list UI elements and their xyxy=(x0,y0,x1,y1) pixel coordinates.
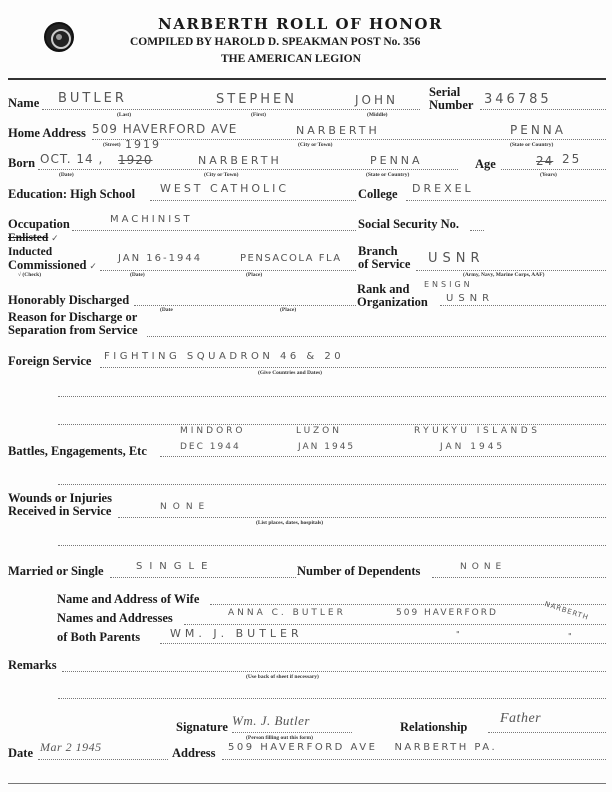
college-line xyxy=(406,200,606,201)
branch-sublabel: (Army, Navy, Marine Corps, AAF) xyxy=(463,272,545,278)
discharge-date-sublabel: (Date xyxy=(160,307,173,313)
inducted-label: Inducted xyxy=(8,246,53,258)
reason-line xyxy=(147,336,606,337)
footer-rule xyxy=(8,783,606,784)
discharge-place-sublabel: (Place) xyxy=(280,307,297,313)
occupation-line xyxy=(72,230,356,231)
commission-line xyxy=(100,270,356,271)
home-address-line xyxy=(92,139,606,140)
parents-line-1 xyxy=(184,624,606,625)
education-high-school-label: Education: High School xyxy=(8,187,136,201)
relationship-value[interactable]: Father xyxy=(500,711,542,726)
commission-date-sublabel: (Date) xyxy=(130,272,145,278)
age-line xyxy=(501,169,606,170)
battles-line-2 xyxy=(58,484,606,485)
battle-date-3[interactable]: JAN 1945 xyxy=(440,442,506,452)
remarks-line-2 xyxy=(58,698,606,699)
mother-city-value[interactable]: NARBERTH xyxy=(543,600,590,622)
born-date-value[interactable]: OCT. 14 , xyxy=(40,152,104,166)
branch-of-service-label: Branch of Service xyxy=(358,244,411,271)
header-rule xyxy=(8,78,606,80)
ditto-mark-1: " xyxy=(456,630,460,639)
commissioned-check-mark[interactable]: ✓ xyxy=(89,262,97,272)
battles-label: Battles, Engagements, Etc xyxy=(8,444,147,458)
wounds-line-2 xyxy=(58,545,606,546)
parents-label-1: Names and Addresses xyxy=(57,611,173,625)
born-city-value[interactable]: NARBERTH xyxy=(198,154,282,167)
father-name-value[interactable]: WM. J. BUTLER xyxy=(170,627,303,640)
born-state-sublabel: (State or Country) xyxy=(366,172,410,178)
date-value[interactable]: Mar 2 1945 xyxy=(40,740,102,754)
name-middle-sublabel: (Middle) xyxy=(367,112,388,118)
mother-name-value[interactable]: ANNA C. BUTLER xyxy=(228,608,346,618)
remarks-label: Remarks xyxy=(8,658,57,672)
date-label: Date xyxy=(8,746,33,760)
commissioned-label: Commissioned xyxy=(8,258,87,272)
foreign-service-line-3 xyxy=(58,424,606,425)
parents-label-2: of Both Parents xyxy=(57,630,141,644)
name-first-value[interactable]: STEPHEN xyxy=(216,92,297,107)
relationship-label: Relationship xyxy=(400,720,468,734)
battles-line xyxy=(160,456,606,457)
marital-line xyxy=(110,577,296,578)
ditto-mark-2: " xyxy=(568,632,572,641)
college-label: College xyxy=(358,187,398,201)
wounds-value[interactable]: NONE xyxy=(160,502,211,512)
foreign-service-line-2 xyxy=(58,396,606,397)
occupation-label: Occupation xyxy=(8,217,70,231)
age-label: Age xyxy=(475,157,496,171)
rank-line xyxy=(440,305,606,306)
born-state-value[interactable]: PENNA xyxy=(370,154,423,167)
name-last-sublabel: (Last) xyxy=(117,112,132,118)
branch-value[interactable]: USNR xyxy=(428,251,485,266)
signature-line xyxy=(232,732,352,733)
marital-value[interactable]: SINGLE xyxy=(136,561,215,572)
enlisted-check-mark[interactable]: ✓ xyxy=(51,234,59,244)
commission-place-value[interactable]: PENSACOLA FLA xyxy=(240,253,342,264)
form-organization: THE AMERICAN LEGION xyxy=(221,53,361,65)
occupation-value[interactable]: MACHINIST xyxy=(110,214,193,225)
foreign-service-sublabel: (Give Countries and Dates) xyxy=(258,370,323,376)
signature-label: Signature xyxy=(176,720,228,734)
born-year-struck: 1920 xyxy=(118,153,153,167)
age-value-struck: 24 xyxy=(536,154,554,168)
serial-number-value[interactable]: 346785 xyxy=(484,92,552,107)
rank-organization-label: Rank and Organization xyxy=(357,282,428,309)
age-value[interactable]: 25 xyxy=(562,152,582,166)
wounds-sublabel: (List places, dates, hospitals) xyxy=(256,520,324,526)
born-line xyxy=(38,169,458,170)
battle-place-3[interactable]: RYUKYU ISLANDS xyxy=(414,426,541,436)
signature-sublabel: (Person filling out this form) xyxy=(246,735,313,741)
wife-label: Name and Address of Wife xyxy=(57,592,200,606)
dependents-value[interactable]: NONE xyxy=(460,562,507,572)
battle-place-1[interactable]: MINDORO xyxy=(180,426,246,436)
discharge-line xyxy=(134,305,356,306)
remarks-line xyxy=(62,671,606,672)
born-city-sublabel: (City or Town) xyxy=(204,172,239,178)
born-year-corrected[interactable]: 1919 xyxy=(125,138,161,151)
battle-date-2[interactable]: JAN 1945 xyxy=(298,442,356,452)
home-city-value[interactable]: NARBERTH xyxy=(296,124,380,137)
honorably-discharged-label: Honorably Discharged xyxy=(8,293,130,307)
relationship-line xyxy=(488,732,606,733)
form-subtitle: COMPILED BY HAROLD D. SPEAKMAN POST No. 356 xyxy=(130,36,421,48)
address-line xyxy=(222,759,606,760)
married-or-single-label: Married or Single xyxy=(8,564,104,578)
battle-date-1[interactable]: DEC 1944 xyxy=(180,442,241,452)
dependents-line xyxy=(432,577,606,578)
home-street-value[interactable]: 509 HAVERFORD AVE xyxy=(92,122,238,136)
home-state-value[interactable]: PENNA xyxy=(510,123,566,137)
entry-type-labels xyxy=(8,232,97,274)
name-label: Name xyxy=(8,96,40,110)
name-middle-value[interactable]: JOHN xyxy=(355,93,398,107)
born-date-sublabel: (Date) xyxy=(59,172,74,178)
date-line xyxy=(38,759,168,760)
commission-date-value[interactable]: JAN 16-1944 xyxy=(118,253,203,264)
college-value[interactable]: DREXEL xyxy=(412,182,474,195)
serial-number-label: Serial Number xyxy=(429,85,474,112)
mother-address-value[interactable]: 509 HAVERFORD xyxy=(396,608,498,618)
foreign-service-line xyxy=(100,367,606,368)
reason-for-discharge-label: Reason for Discharge or Separation from Service xyxy=(8,310,138,337)
enlisted-label: Enlisted xyxy=(8,232,49,244)
home-street-sublabel: (Street) xyxy=(103,142,121,148)
remarks-sublabel: (Use back of sheet if necessary) xyxy=(246,674,319,680)
home-city-sublabel: (City or Town) xyxy=(298,142,333,148)
signature-value[interactable]: Wm. J. Butler xyxy=(232,713,310,728)
home-state-sublabel: (State or Country) xyxy=(510,142,554,148)
home-address-label: Home Address xyxy=(8,126,86,140)
american-legion-emblem-icon xyxy=(44,22,74,52)
born-label: Born xyxy=(8,156,36,170)
high-school-line xyxy=(150,200,356,201)
rank-value[interactable]: ENSIGN xyxy=(424,280,473,289)
wounds-line xyxy=(118,517,606,518)
name-last-value[interactable]: BUTLER xyxy=(58,91,127,106)
address-value[interactable]: 509 HAVERFORD AVE NARBERTH PA. xyxy=(228,742,498,753)
organization-value[interactable]: USNR xyxy=(446,293,495,304)
social-security-label: Social Security No. xyxy=(358,217,460,231)
address-label: Address xyxy=(172,746,216,760)
social-security-line xyxy=(470,230,484,231)
name-first-sublabel: (First) xyxy=(251,112,266,118)
high-school-value[interactable]: WEST CATHOLIC xyxy=(160,182,290,195)
form-title: NARBERTH ROLL OF HONOR xyxy=(158,15,443,33)
parents-line-2 xyxy=(160,643,606,644)
dependents-label: Number of Dependents xyxy=(297,564,421,578)
wounds-label: Wounds or Injuries Received in Service xyxy=(8,491,112,518)
battle-place-2[interactable]: LUZON xyxy=(296,426,342,436)
foreign-service-label: Foreign Service xyxy=(8,354,92,368)
age-sublabel: (Years) xyxy=(540,172,557,178)
name-line xyxy=(42,109,420,110)
commission-place-sublabel: (Place) xyxy=(246,272,263,278)
check-sublabel: √ (Check) xyxy=(18,272,42,278)
serial-line xyxy=(480,109,606,110)
branch-line xyxy=(416,270,606,271)
foreign-service-value[interactable]: FIGHTING SQUADRON 46 & 20 xyxy=(104,351,345,362)
